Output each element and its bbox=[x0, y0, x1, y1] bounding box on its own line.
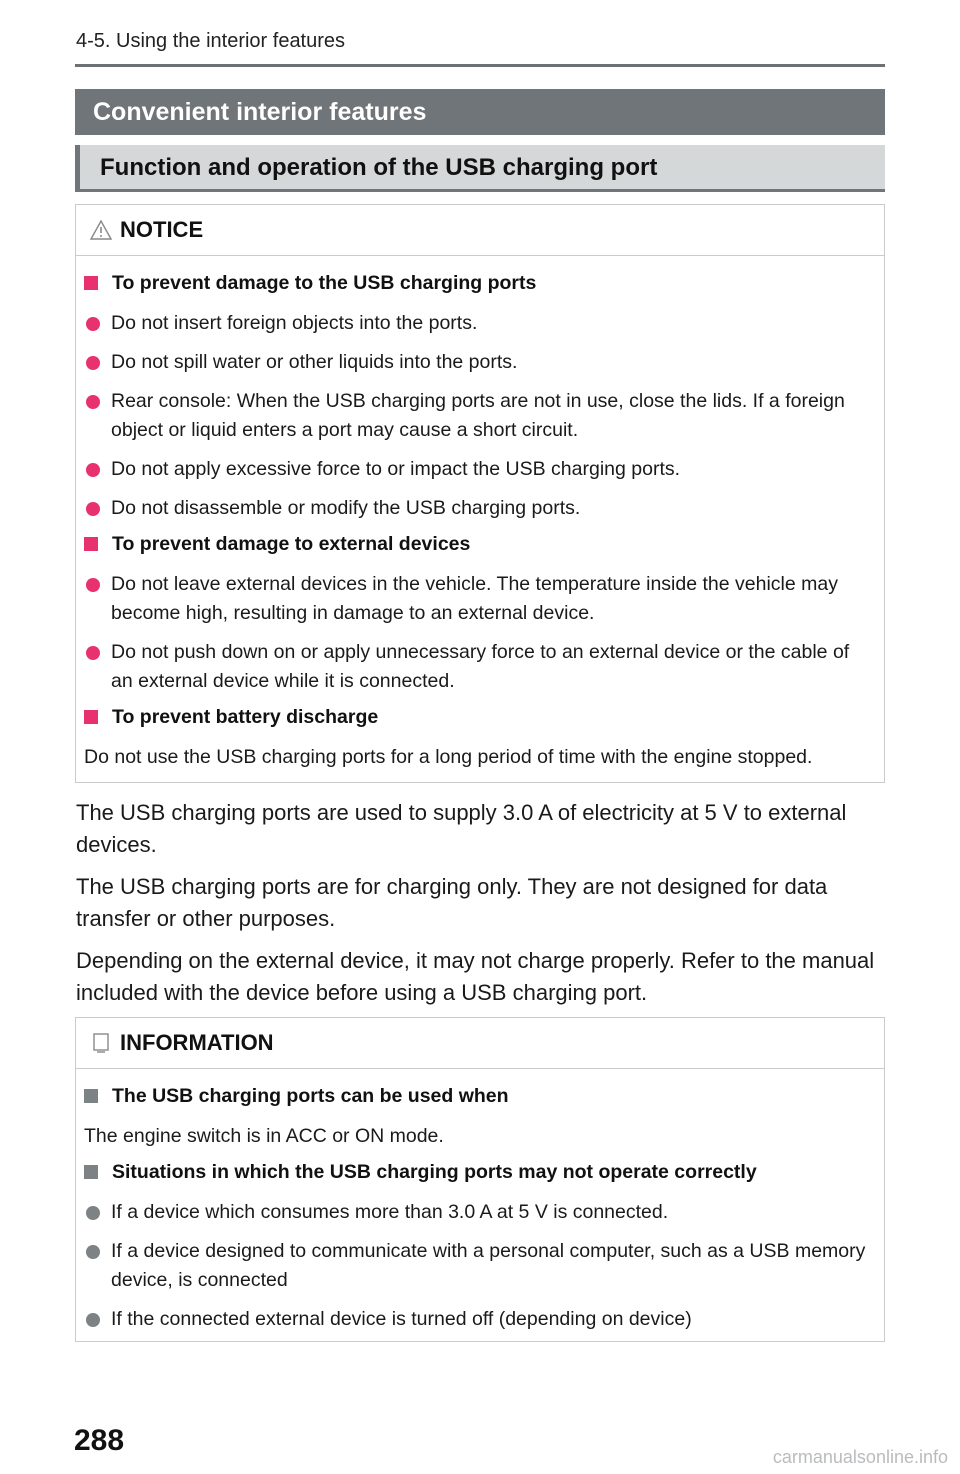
notice-heading-usb-ports: To prevent damage to the USB charging ports bbox=[84, 272, 868, 295]
square-bullet-icon bbox=[84, 1089, 98, 1103]
dot-bullet-icon bbox=[86, 646, 100, 660]
subsection-title: Function and operation of the USB charging port bbox=[75, 145, 885, 192]
body-paragraph-1: The USB charging ports are used to supply 3.0 A of electricity at 5 V to external devices. bbox=[76, 800, 847, 857]
list-item: Do not apply excessive force to or impact the USB charging ports. bbox=[84, 455, 868, 484]
dot-bullet-icon bbox=[86, 1313, 100, 1327]
list-item: Do not leave external devices in the vehicle. The temperature inside the vehicle may become high, resulting in damage to an external device. bbox=[84, 570, 868, 628]
notice-battery-text: Do not use the USB charging ports for a long period of time with the engine stopped. bbox=[84, 746, 813, 768]
page-number: 288 bbox=[74, 1424, 125, 1457]
notice-header bbox=[76, 205, 884, 256]
dot-bullet-icon bbox=[86, 1206, 100, 1220]
information-header bbox=[76, 1018, 884, 1069]
list-item: Do not push down on or apply unnecessary force to an external device or the cable of an external device while it is connected. bbox=[84, 638, 868, 696]
info-heading-situations: Situations in which the USB charging ports may not operate correctly bbox=[84, 1161, 868, 1184]
square-bullet-icon bbox=[84, 1165, 98, 1179]
body-paragraph-2: The USB charging ports are for charging only. They are not designed for data transfer or other purposes. bbox=[76, 874, 828, 931]
dot-bullet-icon bbox=[86, 578, 100, 592]
note-icon bbox=[90, 1032, 112, 1054]
warning-triangle-icon bbox=[90, 219, 112, 241]
list-item: If the connected external device is turned off (depending on device) bbox=[84, 1305, 868, 1334]
notice-heading-battery: To prevent battery discharge bbox=[84, 706, 868, 729]
dot-bullet-icon bbox=[86, 463, 100, 477]
header-divider bbox=[75, 64, 885, 67]
dot-bullet-icon bbox=[86, 317, 100, 331]
dot-bullet-icon bbox=[86, 502, 100, 516]
list-item: If a device which consumes more than 3.0 A at 5 V is connected. bbox=[84, 1198, 868, 1227]
body-paragraph-3: Depending on the external device, it may not charge properly. Refer to the manual included with the device before using a USB charging port. bbox=[76, 948, 875, 1005]
watermark: carmanualsonline.info bbox=[772, 1447, 948, 1467]
breadcrumb: 4-5. Using the interior features bbox=[76, 30, 346, 52]
notice-heading-external-devices: To prevent damage to external devices bbox=[84, 533, 868, 556]
dot-bullet-icon bbox=[86, 1245, 100, 1259]
info-heading-usage: The USB charging ports can be used when bbox=[84, 1085, 868, 1108]
section-title: Convenient interior features bbox=[75, 89, 885, 135]
notice-box bbox=[75, 204, 885, 783]
dot-bullet-icon bbox=[86, 395, 100, 409]
info-usage-text: The engine switch is in ACC or ON mode. bbox=[84, 1125, 444, 1147]
dot-bullet-icon bbox=[86, 356, 100, 370]
square-bullet-icon bbox=[84, 276, 98, 290]
list-item: Rear console: When the USB charging ports are not in use, close the lids. If a foreign object or liquid enters a port may cause a short circuit. bbox=[84, 387, 868, 445]
information-title: INFORMATION bbox=[120, 1030, 274, 1055]
list-item: Do not disassemble or modify the USB charging ports. bbox=[84, 494, 868, 523]
square-bullet-icon bbox=[84, 710, 98, 724]
information-box bbox=[75, 1017, 885, 1342]
notice-title: NOTICE bbox=[120, 217, 204, 242]
list-item: If a device designed to communicate with a personal computer, such as a USB memory device, is connected bbox=[84, 1237, 868, 1295]
list-item: Do not insert foreign objects into the ports. bbox=[84, 309, 868, 338]
square-bullet-icon bbox=[84, 537, 98, 551]
list-item: Do not spill water or other liquids into the ports. bbox=[84, 348, 868, 377]
